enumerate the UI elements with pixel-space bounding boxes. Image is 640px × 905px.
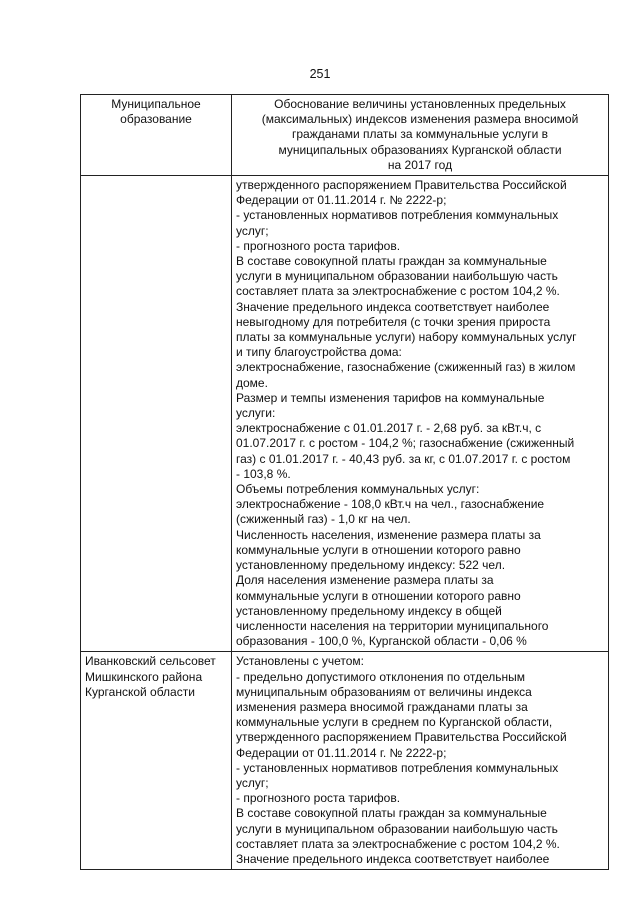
justification-text-line: составляет плата за электроснабжение с ростом 104,2 %. [236,284,560,299]
justification-text-line: газ) с 01.01.2017 г. - 40,43 руб. за кг, с 01.07.2017 г. с ростом [236,451,571,466]
justification-text-line: коммунальные услуги в отношении которого равно [236,542,521,557]
justification-text-line: Численность населения, изменение размера платы за [236,527,541,542]
municipality-name-line: Курганской области [85,684,195,699]
header-municipality-line: образование [120,112,192,127]
municipality-cell [81,176,232,652]
table-header-row [81,95,609,176]
header-justification [232,95,609,176]
page-number: 251 [309,67,331,81]
justification-text-line: Значение предельного индекса соответствует наиболее [236,851,550,866]
justification-cell [232,652,609,870]
justification-text-line: Объемы потребления коммунальных услуг: [236,482,480,497]
justification-text-line: электроснабжение, газоснабжение (сжиженный газ) в жилом [236,360,576,375]
header-justification-line: Обоснование величины установленных предельных [274,97,566,111]
justification-text-line: коммунальные услуги в отношении которого равно [236,588,521,603]
justification-text-line: муниципальным образованиям от величины индекса [236,684,532,699]
justification-text-line: услуги в муниципальном образовании наибольшую часть [236,269,558,284]
justification-text-line: 01.07.2017 г. с ростом - 104,2 %; газоснабжение (сжиженный [236,436,575,451]
justification-text-line: Федерации от 01.11.2014 г. № 2222-р; [236,745,447,760]
justification-text-line: - прогнозного роста тарифов. [236,791,401,806]
justification-text-line: услуги: [236,406,276,421]
header-justification-line: (максимальных) индексов изменения размера вносимой [261,112,579,127]
justification-text-line: коммунальные услуги в среднем по Курганской области, [236,715,553,730]
justification-text-line: Установлены с учетом: [236,654,364,669]
justification-text-line: услуг; [236,223,269,238]
justification-text-line: - установленных нормативов потребления коммунальных [236,760,559,775]
justification-text-line: - 103,8 %. [236,466,291,481]
table-row [81,176,609,652]
justification-text-line: и типу благоустройства дома: [236,345,402,360]
municipality-name-line: Мишкинского района [85,669,203,684]
table-row [81,652,609,870]
header-municipality-line: Муниципальное [111,97,201,111]
justification-text-line: - предельно допустимого отклонения по отдельным [236,669,525,684]
justification-text-line: составляет плата за электроснабжение с ростом 104,2 %. [236,836,560,851]
justification-text-line: электроснабжение - 108,0 кВт.ч на чел., газоснабжение [236,497,545,512]
justification-text-line: невыгодному для потребителя (с точки зрения прироста [236,314,551,329]
justification-text-line: - прогнозного роста тарифов. [236,238,401,253]
justification-text-line: электроснабжение с 01.01.2017 г. - 2,68 руб. за кВт.ч, с [236,421,542,436]
justification-text-line: доме. [236,375,268,390]
justification-text-line: услуги в муниципальном образовании наибольшую часть [236,821,558,836]
justification-text-line: установленному предельному индексу в общей [236,603,502,618]
justification-text-line: утвержденного распоряжением Правительства Российской [236,178,567,193]
justification-text-line: изменения размера вносимой гражданами платы за [236,699,528,714]
justification-text-line: В составе совокупной платы граждан за коммунальные [236,254,547,269]
justification-text-line: Значение предельного индекса соответствует наиболее [236,299,550,314]
justification-text-line: численности населения на территории муниципального [236,618,549,633]
header-municipality [81,95,232,176]
justification-cell [232,176,609,652]
justification-text-line: Федерации от 01.11.2014 г. № 2222-р; [236,193,447,208]
justification-text-line: В составе совокупной платы граждан за коммунальные [236,806,547,821]
municipality-cell [81,652,232,870]
municipality-name-line: Иванковский сельсовет [85,654,216,669]
justification-text-line: - установленных нормативов потребления коммунальных [236,208,559,223]
justification-table [80,94,609,870]
justification-text-line: услуг; [236,775,269,790]
header-justification-line: на 2017 год [387,157,453,172]
justification-text-line: образования - 100,0 %, Курганской области - 0,06 % [236,634,527,649]
justification-text-line: (сжиженный газ) - 1,0 кг на чел. [236,512,411,527]
header-justification-line: гражданами платы за коммунальные услуги в [291,127,549,142]
justification-text-line: Размер и темпы изменения тарифов на коммунальные [236,390,545,405]
justification-text-line: утвержденного распоряжением Правительства Российской [236,730,567,745]
header-justification-line: муниципальных образованиях Курганской области [278,142,562,157]
justification-text-line: Доля населения изменение размера платы за [236,573,494,588]
justification-text-line: установленному предельному индексу: 522 чел. [236,558,506,573]
justification-text-line: платы за коммунальные услуги) набору коммунальных услуг [236,330,577,345]
